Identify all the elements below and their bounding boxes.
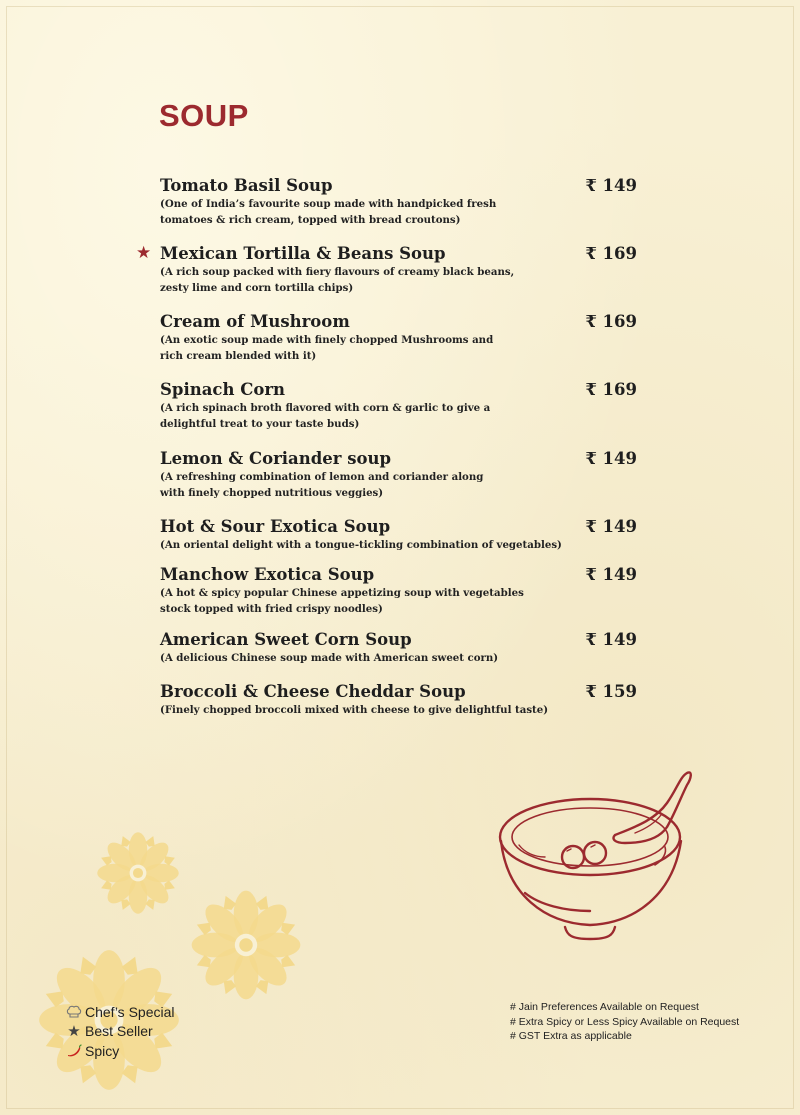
menu-item-price: ₹ 169: [585, 380, 637, 399]
menu-item: [160, 682, 640, 718]
notes: [510, 1000, 739, 1044]
menu-item-name: Cream of Mushroom: [160, 312, 350, 331]
note-line: # GST Extra as applicable: [510, 1030, 632, 1042]
menu-item-name: American Sweet Corn Soup: [160, 630, 412, 649]
description-line: delightful treat to your taste buds): [160, 418, 360, 430]
menu-item-price: ₹ 149: [585, 449, 637, 468]
section-title: SOUP: [159, 98, 249, 133]
menu-item-description: [160, 264, 640, 296]
menu-item: [160, 565, 640, 617]
menu-item-description: [160, 469, 640, 501]
menu-item-price: ₹ 169: [585, 312, 637, 331]
menu-item-description: [160, 585, 640, 617]
flower-decoration-medium-icon: [186, 885, 306, 1005]
menu-item-description: [160, 196, 640, 228]
menu-item: [136, 243, 640, 296]
menu-item-price: ₹ 149: [585, 630, 637, 649]
menu-item-name: Manchow Exotica Soup: [160, 565, 375, 584]
chili-icon: [64, 1044, 84, 1058]
legend-item-spicy: [64, 1041, 175, 1061]
menu-item-description: [160, 537, 640, 553]
menu-item: [160, 517, 640, 553]
menu-item-name: Broccoli & Cheese Cheddar Soup: [160, 682, 466, 701]
menu-item-description: [160, 332, 640, 364]
menu-item-description: [160, 400, 640, 432]
menu-item-name: Spinach Corn: [160, 380, 286, 399]
legend: [64, 1002, 175, 1061]
menu-item-name: Lemon & Coriander soup: [160, 449, 392, 468]
menu-item-price: ₹ 159: [585, 682, 637, 701]
menu-item: [160, 449, 640, 501]
description-line: (One of India’s favourite soup made with handpicked fresh: [160, 198, 497, 210]
menu-item: [160, 176, 640, 228]
description-line: stock topped with fried crispy noodles): [160, 603, 383, 615]
legend-item-chefs-special: [64, 1002, 175, 1022]
menu-item-price: ₹ 149: [585, 565, 637, 584]
description-line: (A rich soup packed with fiery flavours of creamy black beans,: [160, 266, 515, 278]
description-line: (A rich spinach broth flavored with corn & garlic to give a: [160, 402, 491, 414]
note-line: # Jain Preferences Available on Request: [510, 1001, 699, 1013]
best-seller-star-icon: ★: [136, 243, 152, 263]
chef-hat-icon: [64, 1005, 84, 1019]
description-line: tomatoes & rich cream, topped with bread croutons): [160, 214, 461, 226]
flower-decoration-small-icon: [93, 828, 183, 918]
description-line: zesty lime and corn tortilla chips): [160, 282, 354, 294]
description-line: (A delicious Chinese soup made with American sweet corn): [160, 652, 499, 664]
menu-item-price: ₹ 169: [585, 244, 637, 263]
menu-item: [160, 380, 640, 432]
note-line: # Extra Spicy or Less Spicy Available on Request: [510, 1015, 740, 1028]
legend-label: Best Seller: [85, 1023, 153, 1040]
description-line: with finely chopped nutritious veggies): [160, 487, 384, 499]
menu-item-name: Mexican Tortilla & Beans Soup: [160, 244, 446, 263]
description-line: (A refreshing combination of lemon and coriander along: [160, 471, 484, 483]
menu-item-name: Hot & Sour Exotica Soup: [160, 517, 391, 536]
description-line: (Finely chopped broccoli mixed with cheese to give delightful taste): [160, 704, 549, 716]
description-line: (A hot & spicy popular Chinese appetizing soup with vegetables: [160, 587, 524, 599]
menu-item: [160, 630, 640, 666]
description-line: (An oriental delight with a tongue-tickling combination of vegetables): [160, 539, 562, 551]
menu-item: [160, 312, 640, 364]
menu-item-price: ₹ 149: [585, 176, 637, 195]
star-icon: ★: [67, 1023, 81, 1041]
legend-label: Spicy: [85, 1042, 120, 1059]
menu-item-price: ₹ 149: [585, 517, 637, 536]
menu-item-description: [160, 702, 640, 718]
soup-bowl-illustration-icon: [495, 765, 695, 945]
legend-item-best-seller: [64, 1022, 175, 1042]
menu-item-description: [160, 650, 640, 666]
legend-label: Chef’s Special: [85, 1003, 175, 1020]
description-line: (An exotic soup made with finely chopped Mushrooms and: [160, 334, 494, 346]
menu-item-name: Tomato Basil Soup: [160, 176, 333, 195]
description-line: rich cream blended with it): [160, 350, 317, 362]
